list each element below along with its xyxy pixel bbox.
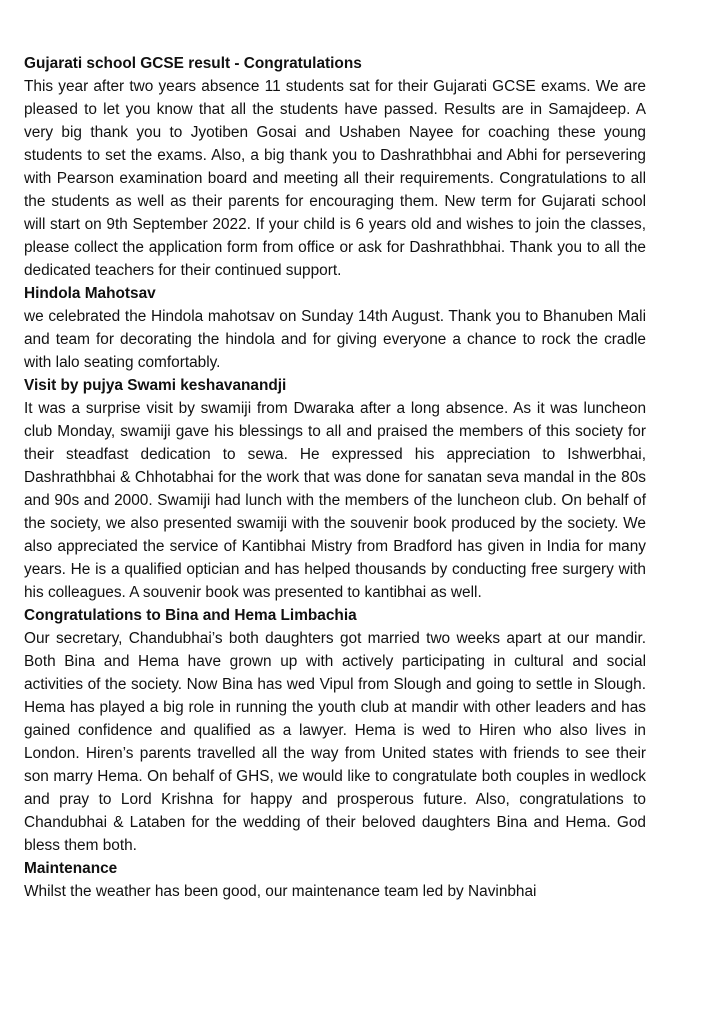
section-paragraph: Whilst the weather has been good, our maintenance team led by Navinbhai	[24, 883, 537, 900]
section-swami-visit	[24, 374, 646, 604]
document-page	[24, 52, 646, 903]
section-heading: Congratulations to Bina and Hema Limbachia	[24, 607, 357, 624]
section-hindola-mahotsav	[24, 282, 646, 374]
section-maintenance	[24, 857, 646, 903]
section-heading: Maintenance	[24, 860, 118, 877]
section-paragraph: Our secretary, Chandubhai’s both daughters got married two weeks apart at our mandir. Both Bina and Hema have grown up with actively participating in cultural and social activities of the society. Now Bina has wed Vipul from Slough and going to settle in Slough. Hema has played a big role in running the youth club at mandir with other leaders and has gained confidence and qualified as a lawyer. Hema is wed to Hiren who also lives in London. Hiren’s parents travelled all the way from United states with friends to see their son marry Hema. On behalf of GHS, we would like to congratulate both couples in wedlock and pray to Lord Krishna for happy and prosperous future. Also, congratulations to Chandubhai & Lataben for the wedding of their beloved daughters Bina and Hema. God bless them both.	[24, 630, 646, 854]
section-paragraph: It was a surprise visit by swamiji from Dwaraka after a long absence. As it was luncheon club Monday, swamiji gave his blessings to all and praised the members of this society for their steadfast dedication to sewa. He expressed his appreciation to Ishwerbhai, Dashrathbhai & Chhotabhai for the work that was done for sanatan seva mandal in the 80s and 90s and 2000. Swamiji had lunch with the members of the luncheon club. On behalf of the society, we also presented swamiji with the souvenir book produced by the society. We also appreciated the service of Kantibhai Mistry from Bradford has given in India for many years. He is a qualified optician and has helped thousands by conducting free surgery with his colleagues. A souvenir book was presented to kantibhai as well.	[24, 400, 646, 601]
section-paragraph: we celebrated the Hindola mahotsav on Sunday 14th August. Thank you to Bhanuben Mali and team for decorating the hindola and for giving everyone a chance to rock the cradle with lalo seating comfortably.	[24, 308, 646, 371]
section-heading: Gujarati school GCSE result - Congratulations	[24, 55, 362, 72]
section-heading: Hindola Mahotsav	[24, 285, 156, 302]
section-congratulations-bina-hema	[24, 604, 646, 857]
section-paragraph: This year after two years absence 11 students sat for their Gujarati GCSE exams. We are pleased to let you know that all the students have passed. Results are in Samajdeep. A very big thank you to Jyotiben Gosai and Ushaben Nayee for coaching these young students to set the exams. Also, a big thank you to Dashrathbhai and Abhi for persevering with Pearson examination board and meeting all their requirements. Congratulations to all the students as well as their parents for encouraging them. New term for Gujarati school will start on 9th September 2022. If your child is 6 years old and wishes to join the classes, please collect the application form from office or ask for Dashrathbhai. Thank you to all the dedicated teachers for their continued support.	[24, 78, 646, 279]
section-heading: Visit by pujya Swami keshavanandji	[24, 377, 287, 394]
section-gcse-result	[24, 52, 646, 282]
